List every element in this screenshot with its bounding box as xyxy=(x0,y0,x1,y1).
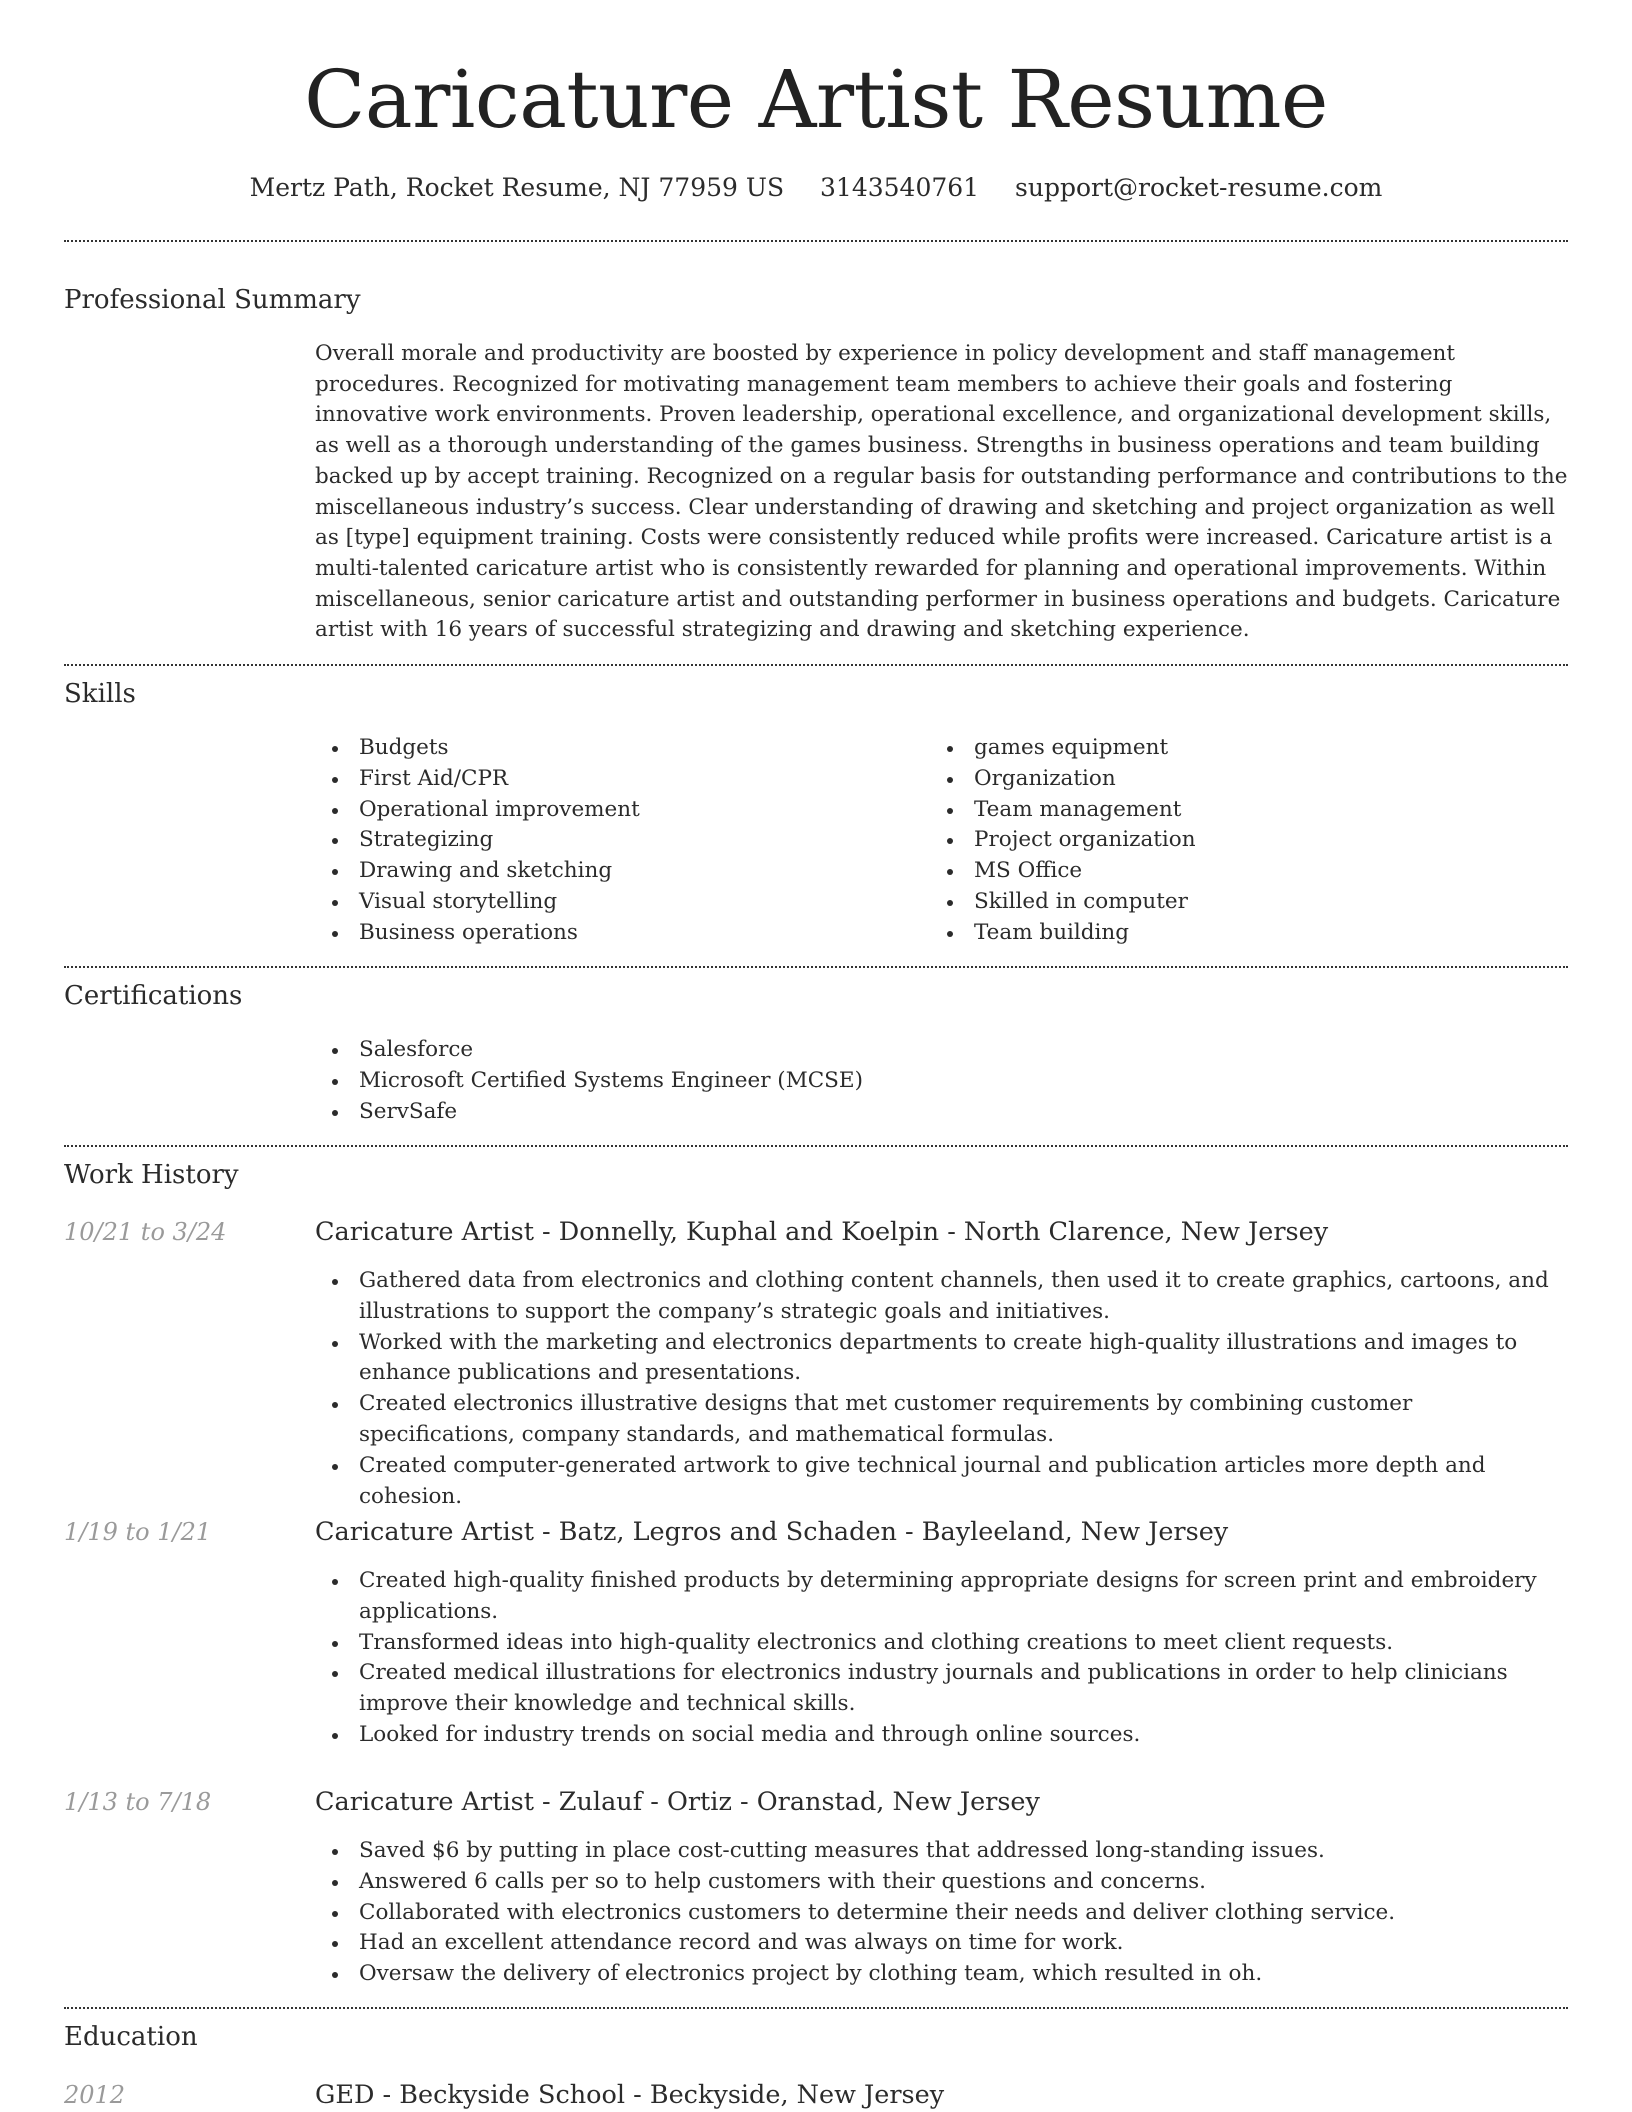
job-title: Caricature Artist - Batz, Legros and Schaden - Bayleeland, New Jersey xyxy=(315,1517,1229,1547)
skill-item: First Aid/CPR xyxy=(315,764,915,795)
skill-item: Budgets xyxy=(315,733,915,764)
skill-item: Project organization xyxy=(930,825,1530,856)
skill-item: games equipment xyxy=(930,733,1530,764)
job-bullet: Collaborated with electronics customers to determine their needs and deliver clothing service. xyxy=(315,1898,1568,1929)
job-bullet: Answered 6 calls per so to help customers with their questions and concerns. xyxy=(315,1867,1568,1898)
certification-item: Microsoft Certified Systems Engineer (MCSE) xyxy=(315,1066,1568,1097)
resume-page xyxy=(64,0,1568,2112)
skill-item: Drawing and sketching xyxy=(315,856,915,887)
job-dates: 10/21 to 3/24 xyxy=(64,1218,227,1246)
job-title: Caricature Artist - Donnelly, Kuphal and Koelpin - North Clarence, New Jersey xyxy=(315,1217,1329,1247)
divider xyxy=(64,664,1568,666)
skill-item: Operational improvement xyxy=(315,795,915,826)
job-bullet: Had an excellent attendance record and was always on time for work. xyxy=(315,1928,1568,1959)
divider xyxy=(64,966,1568,968)
skill-item: Team building xyxy=(930,918,1530,949)
job-bullet: Created medical illustrations for electronics industry journals and publications in order to help clinicians improve their knowledge and technical skills. xyxy=(315,1658,1568,1720)
contact-email: support@rocket-resume.com xyxy=(1015,173,1383,202)
education-title: GED - Beckyside School - Beckyside, New Jersey xyxy=(315,2080,945,2110)
skill-item: MS Office xyxy=(930,856,1530,887)
work-history-heading: Work History xyxy=(64,1160,239,1190)
skills-list-right xyxy=(930,733,1530,949)
job-bullet: Worked with the marketing and electronics departments to create high-quality illustrations and images to enhance publications and presentations. xyxy=(315,1328,1568,1390)
skill-item: Organization xyxy=(930,764,1530,795)
job-dates: 1/19 to 1/21 xyxy=(64,1518,212,1546)
certifications-list xyxy=(315,1035,1568,1127)
skill-item: Strategizing xyxy=(315,825,915,856)
contact-address: Mertz Path, Rocket Resume, NJ 77959 US xyxy=(249,173,785,202)
certifications-heading: Certifications xyxy=(64,981,243,1011)
job-title: Caricature Artist - Zulauf - Ortiz - Oranstad, New Jersey xyxy=(315,1787,1040,1817)
skill-item: Business operations xyxy=(315,918,915,949)
skills-heading: Skills xyxy=(64,679,136,709)
divider xyxy=(64,1145,1568,1147)
contact-line xyxy=(64,170,1568,206)
divider xyxy=(64,2007,1568,2009)
job-bullet: Oversaw the delivery of electronics project by clothing team, which resulted in oh. xyxy=(315,1959,1568,1990)
certification-item: ServSafe xyxy=(315,1097,1568,1128)
job-bullet: Saved $6 by putting in place cost-cutting measures that addressed long-standing issues. xyxy=(315,1836,1568,1867)
job-bullet: Transformed ideas into high-quality electronics and clothing creations to meet client requests. xyxy=(315,1628,1568,1659)
divider xyxy=(64,240,1568,242)
job-bullet: Created computer-generated artwork to give technical journal and publication articles more depth and cohesion. xyxy=(315,1451,1568,1513)
job-bullet: Looked for industry trends on social media and through online sources. xyxy=(315,1720,1568,1751)
certification-item: Salesforce xyxy=(315,1035,1568,1066)
skill-item: Skilled in computer xyxy=(930,887,1530,918)
job-bullet: Created high-quality finished products by determining appropriate designs for screen print and embroidery applications. xyxy=(315,1566,1568,1628)
skills-list-left xyxy=(315,733,915,949)
job-bullets xyxy=(315,1566,1568,1751)
job-bullet: Created electronics illustrative designs that met customer requirements by combining customer specifications, company standards, and mathematical formulas. xyxy=(315,1389,1568,1451)
job-bullet: Gathered data from electronics and clothing content channels, then used it to create graphics, cartoons, and illustrations to support the company’s strategic goals and initiatives. xyxy=(315,1266,1568,1328)
job-bullets xyxy=(315,1836,1568,1990)
skill-item: Visual storytelling xyxy=(315,887,915,918)
summary-heading: Professional Summary xyxy=(64,285,361,315)
skill-item: Team management xyxy=(930,795,1530,826)
contact-phone: 3143540761 xyxy=(820,173,980,202)
resume-title: Caricature Artist Resume xyxy=(304,53,1328,146)
job-bullets xyxy=(315,1266,1568,1512)
education-year: 2012 xyxy=(64,2081,126,2109)
summary-text: Overall morale and productivity are boosted by experience in policy development and staff management procedures. Recognized for motivating management team members to achieve their goals and fostering innovative work environments. Proven leadership, operational excellence, and organizational development skills, as well as a thorough understanding of the games business. Strengths in business operations and team building backed up by accept training. Recognized on a regular basis for outstanding performance and contributions to the miscellaneous industry’s success. Clear understanding of drawing and sketching and project organization as well as [type] equipment training. Costs were consistently reduced while profits were increased. Caricature artist is a multi-talented caricature artist who is consistently rewarded for planning and operational improvements. Within miscellaneous, senior caricature artist and outstanding performer in business operations and budgets. Caricature artist with 16 years of successful strategizing and drawing and sketching experience. xyxy=(315,341,1568,643)
education-heading: Education xyxy=(64,2022,198,2052)
job-dates: 1/13 to 7/18 xyxy=(64,1788,212,1816)
